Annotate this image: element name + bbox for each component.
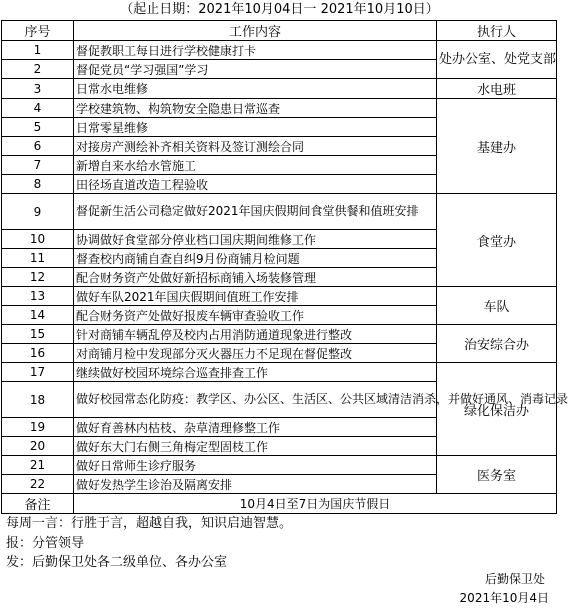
row-no: 21 [2,456,74,475]
row-no: 4 [2,99,74,118]
row-no: 1 [2,41,74,60]
row-no: 16 [2,344,74,363]
row-content: 做好校园常态化防疫：教学区、办公区、生活区、公共区域清洁消杀，并做好通风、消毒记录 [74,382,437,418]
row-content: 督促教职工每日进行学校健康打卡 [74,41,437,60]
row-content: 田径场直道改造工程验收 [74,175,437,194]
remark-label: 备注 [2,494,74,514]
row-content: 督促新生活公司稳定做好2021年国庆假期间食堂供餐和值班安排 [74,194,437,230]
send-to: 发：后勤保卫处各二级单位、各办公室 [6,555,228,570]
weekly-motto: 每周一言：行胜于言，超越自我，知识启迪智慧。 [6,516,293,531]
row-content: 学校建筑物、构筑物安全隐患日常巡查 [74,99,437,118]
row-no: 18 [2,382,74,418]
row-content: 做好日常师生诊疗服务 [74,456,437,475]
row-no: 11 [2,249,74,268]
owner-cell: 车队 [437,287,557,325]
header-content: 工作内容 [74,21,437,41]
row-no: 12 [2,268,74,287]
schedule-period: （起止日期：2021年10月04日一 2021年10月10日） [120,2,439,17]
row-no: 22 [2,475,74,494]
row-content: 新增自来水给水管施工 [74,156,437,175]
table-row [2,79,557,99]
report-to: 报：分管领导 [6,536,85,551]
row-content: 做好车队2021年国庆假期间值班工作安排 [74,287,437,306]
table-header-row [2,21,557,41]
row-content: 做好东大门右侧三角梅定型固枝工作 [74,437,437,456]
header-no: 序号 [2,21,74,41]
row-no: 2 [2,60,74,79]
table-row [2,99,557,118]
row-content: 继续做好校园环境综合巡查排查工作 [74,363,437,382]
row-content: 配合财务资产处做好新招标商铺入场装修管理 [74,268,437,287]
signer: 后勤保卫处 [484,572,545,586]
row-no: 3 [2,79,74,99]
row-no: 6 [2,137,74,156]
owner-cell: 治安综合办 [437,325,557,363]
table-row [2,363,557,382]
row-no: 5 [2,118,74,137]
table-row [2,194,557,230]
table-row [2,325,557,344]
row-no: 14 [2,306,74,325]
row-content: 协调做好食堂部分停业档口国庆期间维修工作 [74,230,437,249]
owner-cell: 水电班 [437,79,557,99]
remark-row [2,494,557,514]
owner-cell: 基建办 [437,99,557,194]
row-content: 做好育善林内枯枝、杂草清理修整工作 [74,418,437,437]
owner-cell: 食堂办 [437,194,557,287]
table-row [2,287,557,306]
owner-cell: 绿化保洁办 [437,363,557,456]
row-content: 日常水电维修 [74,79,437,99]
row-content: 针对商铺车辆乱停及校内占用消防通道现象进行整改 [74,325,437,344]
sign-date: 2021年10月4日 [459,591,549,605]
row-no: 7 [2,156,74,175]
row-content: 日常零星维修 [74,118,437,137]
table-row [2,41,557,60]
row-content: 对接房产测绘补齐相关资料及签订测绘合同 [74,137,437,156]
row-no: 9 [2,194,74,230]
row-no: 19 [2,418,74,437]
row-content: 督促党员“学习强国”学习 [74,60,437,79]
remark-text: 10月4日至7日为国庆节假日 [74,494,557,514]
row-no: 8 [2,175,74,194]
row-no: 17 [2,363,74,382]
row-no: 10 [2,230,74,249]
row-no: 15 [2,325,74,344]
owner-cell: 医务室 [437,456,557,494]
work-task-table [1,20,568,514]
owner-cell: 处办公室、处党支部 [437,41,557,79]
row-no: 20 [2,437,74,456]
row-content: 督查校内商铺自查自纠9月份商铺月检问题 [74,249,437,268]
row-content: 对商铺月检中发现部分灭火器压力不足现在督促整改 [74,344,437,363]
header-owner: 执行人 [437,21,557,41]
row-content: 配合财务资产处做好报废车辆审查验收工作 [74,306,437,325]
table-row [2,456,557,475]
row-content: 做好发热学生诊治及隔离安排 [74,475,437,494]
row-no: 13 [2,287,74,306]
